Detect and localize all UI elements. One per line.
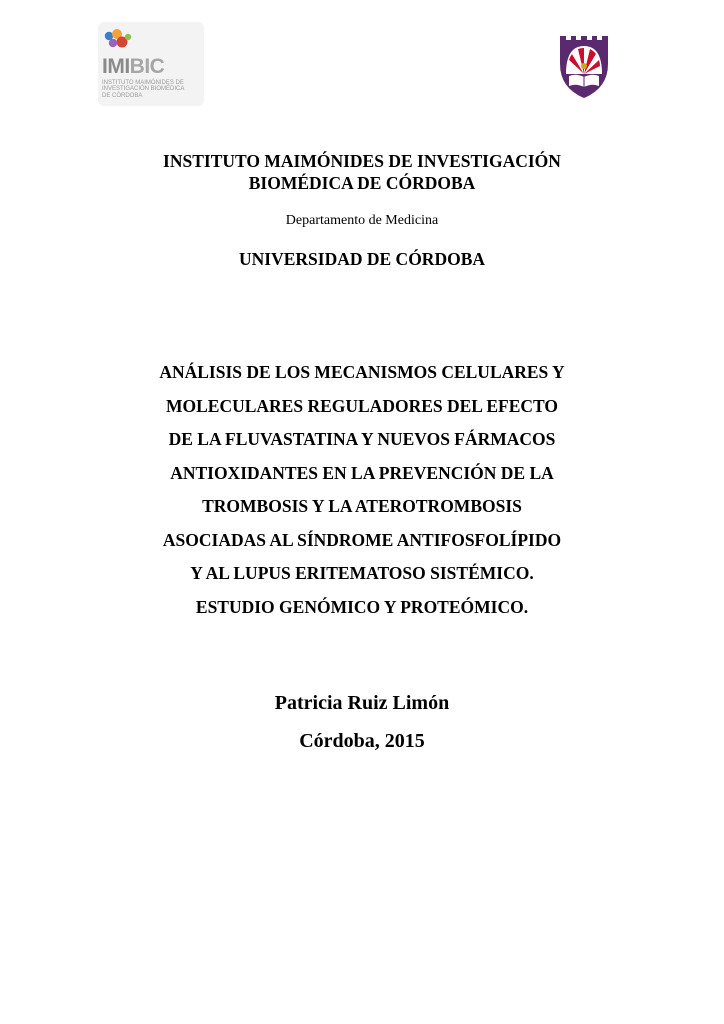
place-date: Córdoba, 2015 [299,730,425,752]
thesis-title-line: ESTUDIO GENÓMICO Y PROTEÓMICO. [195,596,529,617]
thesis-title-line: TROMBOSIS Y LA ATEROTROMBOSIS [202,496,522,516]
university-name: UNIVERSIDAD DE CÓRDOBA [239,249,485,269]
thesis-title-line: Y AL LUPUS ERITEMATOSO SISTÉMICO. [190,563,534,583]
department-name: Departamento de Medicina [285,213,439,228]
institute-name [0,150,724,194]
imibic-subtitle-line: INSTITUTO MAIMÓNIDES DE [102,80,184,86]
imibic-subtitle-line: DE CÓRDOBA [102,92,143,99]
imibic-subtitle-line: INVESTIGACIÓN BIOMÉDICA [102,86,185,93]
imibic-dots-icon [100,26,140,56]
thesis-title [0,356,724,624]
institute-name-line: INSTITUTO MAIMÓNIDES DE INVESTIGACIÓN [163,151,561,171]
imibic-subtitle [102,80,184,99]
thesis-title-line: DE LA FLUVASTATINA Y NUEVOS FÁRMACOS [168,429,556,449]
thesis-title-line: ANÁLISIS DE LOS MECANISMOS CELULARES Y [159,362,565,382]
author-name: Patricia Ruiz Limón [274,692,450,714]
imibic-wordmark: IMIBIC [102,55,165,78]
imibic-logo [98,22,204,106]
institute-name-line: BIOMÉDICA DE CÓRDOBA [248,173,476,193]
thesis-title-line: ANTIOXIDANTES EN LA PREVENCIÓN DE LA [170,462,554,483]
thesis-title-line: ASOCIADAS AL SÍNDROME ANTIFOSFOLÍPIDO [162,529,562,550]
thesis-title-line: MOLECULARES REGULADORES DEL EFECTO [165,395,559,416]
university-crest-icon [556,30,612,100]
